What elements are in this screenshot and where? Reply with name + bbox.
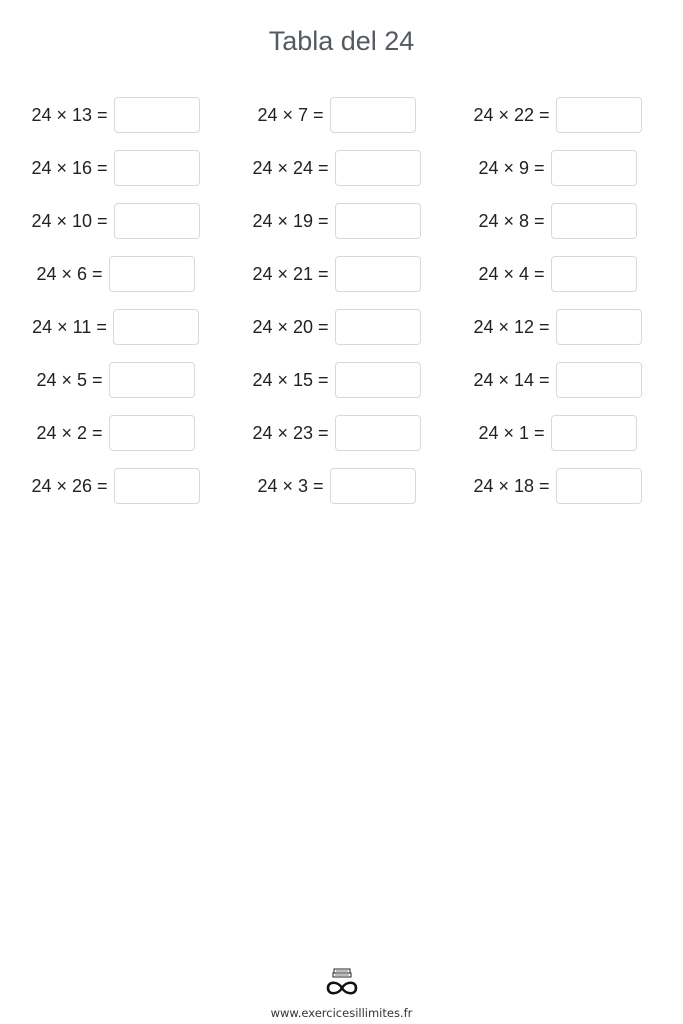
exercise-row (0, 308, 683, 361)
multiplication-expression: 24 × 11 = (32, 316, 107, 337)
exercise-item (226, 96, 447, 134)
multiplication-expression: 24 × 7 = (257, 104, 324, 125)
exercise-item (5, 308, 226, 346)
exercise-item (226, 308, 447, 346)
multiplication-expression: 24 × 18 = (473, 475, 550, 496)
answer-input[interactable] (114, 468, 200, 504)
answer-input[interactable] (330, 97, 416, 133)
exercise-row (0, 467, 683, 520)
multiplication-expression: 24 × 19 = (252, 210, 329, 231)
multiplication-expression: 24 × 10 = (31, 210, 108, 231)
exercise-grid (0, 96, 683, 520)
answer-input[interactable] (109, 362, 195, 398)
multiplication-expression: 24 × 3 = (257, 475, 324, 496)
exercise-item (226, 149, 447, 187)
answer-input[interactable] (335, 309, 421, 345)
answer-input[interactable] (551, 150, 637, 186)
multiplication-expression: 24 × 14 = (473, 369, 550, 390)
answer-input[interactable] (556, 309, 642, 345)
answer-input[interactable] (551, 256, 637, 292)
exercise-item (447, 255, 668, 293)
exercise-item (447, 149, 668, 187)
exercise-item (226, 255, 447, 293)
exercise-item (447, 96, 668, 134)
answer-input[interactable] (335, 256, 421, 292)
exercise-item (226, 414, 447, 452)
footer (0, 968, 683, 1020)
exercise-row (0, 96, 683, 149)
answer-input[interactable] (114, 97, 200, 133)
exercise-item (447, 414, 668, 452)
exercise-item (5, 467, 226, 505)
answer-input[interactable] (551, 415, 637, 451)
answer-input[interactable] (335, 362, 421, 398)
answer-input[interactable] (330, 468, 416, 504)
exercise-row (0, 255, 683, 308)
exercise-item (447, 361, 668, 399)
infinity-books-logo-icon (324, 968, 360, 998)
multiplication-expression: 24 × 13 = (31, 104, 108, 125)
answer-input[interactable] (556, 362, 642, 398)
multiplication-expression: 24 × 22 = (473, 104, 550, 125)
answer-input[interactable] (113, 309, 199, 345)
multiplication-expression: 24 × 8 = (478, 210, 545, 231)
answer-input[interactable] (556, 97, 642, 133)
exercise-item (5, 255, 226, 293)
multiplication-expression: 24 × 5 = (36, 369, 103, 390)
exercise-item (447, 467, 668, 505)
exercise-item (447, 308, 668, 346)
answer-input[interactable] (556, 468, 642, 504)
exercise-item (226, 202, 447, 240)
exercise-item (5, 361, 226, 399)
multiplication-expression: 24 × 9 = (478, 157, 545, 178)
multiplication-expression: 24 × 6 = (36, 263, 103, 284)
multiplication-expression: 24 × 20 = (252, 316, 329, 337)
exercise-row (0, 149, 683, 202)
exercise-item (447, 202, 668, 240)
multiplication-expression: 24 × 23 = (252, 422, 329, 443)
exercise-row (0, 202, 683, 255)
footer-url: www.exercicesillimites.fr (270, 1006, 413, 1020)
exercise-item (5, 96, 226, 134)
exercise-row (0, 414, 683, 467)
answer-input[interactable] (335, 415, 421, 451)
answer-input[interactable] (114, 150, 200, 186)
multiplication-expression: 24 × 1 = (478, 422, 545, 443)
page-title: Tabla del 24 (268, 26, 415, 56)
exercise-item (226, 361, 447, 399)
answer-input[interactable] (335, 203, 421, 239)
exercise-item (5, 202, 226, 240)
multiplication-expression: 24 × 12 = (473, 316, 550, 337)
exercise-row (0, 361, 683, 414)
multiplication-expression: 24 × 26 = (31, 475, 108, 496)
answer-input[interactable] (109, 415, 195, 451)
multiplication-expression: 24 × 24 = (252, 157, 329, 178)
multiplication-expression: 24 × 16 = (31, 157, 108, 178)
answer-input[interactable] (335, 150, 421, 186)
multiplication-expression: 24 × 4 = (478, 263, 545, 284)
answer-input[interactable] (109, 256, 195, 292)
multiplication-expression: 24 × 21 = (252, 263, 329, 284)
multiplication-expression: 24 × 15 = (252, 369, 329, 390)
exercise-item (226, 467, 447, 505)
answer-input[interactable] (551, 203, 637, 239)
exercise-item (5, 149, 226, 187)
multiplication-expression: 24 × 2 = (36, 422, 103, 443)
exercise-item (5, 414, 226, 452)
answer-input[interactable] (114, 203, 200, 239)
